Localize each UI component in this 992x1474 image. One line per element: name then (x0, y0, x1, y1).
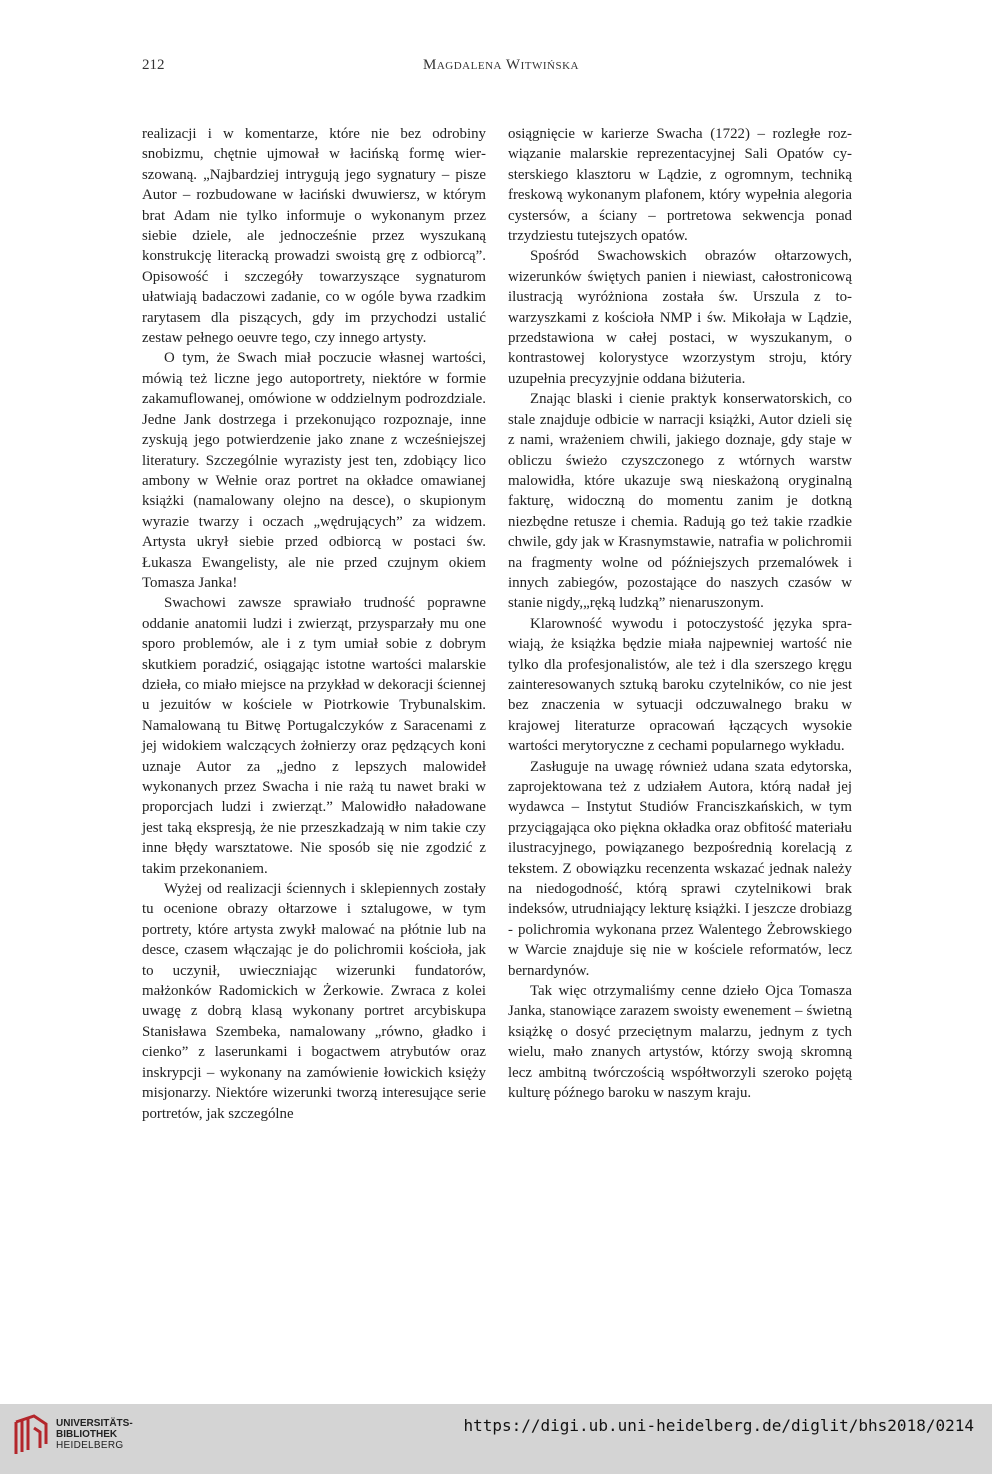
left-column (142, 124, 486, 1124)
paragraph: Zasługuje na uwagę również udana szata edytorska, zaprojektowana też z udziałem Autora, którą nadał jej wydawca – Instytut Studiów Franciszkańskich, w tym przyciągająca oko piękna okładka oraz obfitość materiału ilustracyjnego, powiązanego bezpośrednią korelacją z tekstem. Z obowiązku recenzenta wskazać jednak należy na niedogodność, którą sprawi czytelnikowi brak indeksów, utrudniający lekturę książki. I jeszcze drobiazg - polichromia wykonana przez Walentego Żebrowskiego w Warcie znajduje się nie w kościele reformatów, lecz bernardynów. (508, 758, 852, 979)
paragraph: realizacji i w komentarze, które nie bez odrobiny snobizmu, chętnie ujmował w łacińską formę wierszowaną. „Najbardziej intrygują jego sygnatury – pisze Autor – rozbudowane w łaciński dwuwiersz, w którym brat Adam nie tylko informuje o wykonanym przez siebie dziele, ale jednocześnie przez wyszukaną konstrukcję literacką prowadzi swoistą grę z odbiorcą”. Opisowość i szczegóły towarzyszące sygnaturom ułatwiają badaczowi zadanie, co w ogóle bywa rzadkim rarytasem dla piszących, gdy im przychodzi ustalić zestaw pełnego oeuvre tego, czy innego artysty. (142, 126, 486, 347)
library-name-line: BIBLIOTHEK (56, 1429, 118, 1440)
footer-bar (0, 1404, 992, 1474)
paragraph: osiągnięcie w karierze Swacha (1722) – rozległe rozwiązanie malarskie reprezentacyjnej Sali Opatów cysterskiego klasztoru w Lądzie, z ogromnym, techniką freskową wykonanym plafonem, który wypełnia alegoria cystersów, a ściany – portretowa sekwencja ponad trzydziestu tutejszych opatów. (508, 126, 852, 245)
right-column (508, 124, 852, 1104)
paragraph: Znając blaski i cienie praktyk konserwatorskich, co stale znajduje odbicie w narracji książki, Autor dzieli się z nami, wrażeniem chwili, jakiego doznaje, gdy staje w obliczu świeżo czyszczonego z wtórnych warstw malowidła, które ukazuje swą nieskażoną oryginalną fakturę, widoczną do momentu zanim je dotkną niezbędne retusze i chemia. Radują go też takie rzadkie chwile, gdy jak w Krasnymstawie, natrafia w polichromii na fragmenty wolne od późniejszych przemalówek i innych zabiegów, pozostające do naszych czasów w stanie nigdy,„ręką ludzką” nienaruszonym. (508, 391, 852, 612)
source-url[interactable]: https://digi.ub.uni-heidelberg.de/diglit/bhs2018/0214 (463, 1416, 974, 1435)
paragraph: Klarowność wywodu i potoczystość języka sprawiają, że książka będzie miała najpewniej wartość nie tylko dla profesjonalistów, ale też i dla szerszego kręgu zainteresowanych sztuką baroku czytelników, co nie jest bez znaczenia w sytuacji odczuwalnego braku w krajowej literaturze opracowań łączących wysokie wartości merytoryczne z cechami popularnego wykładu. (508, 615, 852, 755)
library-logo-icon (12, 1414, 48, 1456)
library-name-line: HEIDELBERG (56, 1440, 124, 1451)
library-name (56, 1418, 133, 1451)
paragraph: Wyżej od realizacji ściennych i sklepiennych zostały tu ocenione obrazy ołtarzowe i sztalugowe, w tym portrety, które artysta zwykł malować na płótnie lub na desce, czasem włączając je do polichromii kościoła, jak to uczynił, uwieczniając wizerunki fundatorów, małżonków Radomickich w Żerkowie. Zwraca z kolei uwagę z dobrą klasą wykonany portret arcybiskupa Stanisława Szembeka, namalowany „równo, gładko i cienko” z laserunkami i bogactwem atrybutów oraz inskrypcji – wykonany na zamówienie łowickich księży misjonarzy. Niektóre wizerunki tworzą interesujące serie portretów, jak szczególne (142, 881, 486, 1122)
paragraph: Tak więc otrzymaliśmy cenne dzieło Ojca Tomasza Janka, stanowiące zarazem swoisty ewenement – świetną książkę o dosyć przeciętnym malarzu, jednym z tych wielu, mało znanych artystów, którzy swoją skromną lecz ambitną twórczością współtworzyli szeroko pojętą kulturę późnego baroku w naszym kraju. (508, 983, 852, 1102)
paragraph: Swachowi zawsze sprawiało trudność poprawne oddanie anatomii ludzi i zwierząt, przysparzały mu one sporo problemów, ale i z tym umiał sobie z dobrym skutkiem poradzić, osiągając istotne wartości malarskie dzieła, co miało miejsce na przykład w dekoracji ściennej u jezuitów w kościele w Piotrkowie Trybunalskim. Namalowaną tu Bitwę Portugalczyków z Saracenami z jej widokiem walczących żołnierzy oraz pędzących koni uznaje Autor za „jedno z lepszych malowideł wykonanych przez Swacha i nie rażą tu nawet braki w proporcjach ludzi i zwierząt.” Malowidło naładowane jest taką ekspresją, że nie przeszkadzają w nim takie czy inne błędy warsztatowe. Nie sposób się nie zgodzić z takim przekonaniem. (142, 595, 486, 877)
paragraph: Spośród Swachowskich obrazów ołtarzowych, wizerunków świętych panien i niewiast, całostronicową ilustracją wyróżniona została św. Urszula z towarzyszkami z kościoła NMP i św. Mikołaja w Lądzie, przedstawiona w całej postaci, w wyszukanym, o kontrastowej kolorystyce wzorzystym stroju, który uzupełnia precyzyjnie oddana biżuteria. (508, 248, 852, 387)
library-name-line: UNIVERSITÄTS- (56, 1418, 133, 1429)
page-number: 212 (142, 57, 165, 73)
paragraph: O tym, że Swach miał poczucie własnej wartości, mówią też liczne jego autoportrety, niektóre w formie zakamuflowanej, omówione w oddzielnym podrozdziale. Jedne Jank dostrzega i przekonująco rozpoznaje, inne zyskują jego potwierdzenie jako znane z wcześniejszej literatury. Szczególnie wyrazisty jest ten, zdobiący lico ambony w Wełnie oraz portret na okładce omawianej książki (namalowany olejno na desce), o skupionym wyrazie twarzy i oczach „wędrujących” za widzem. Artysta ukrył siebie przed odbiorcą w postaci św. Łukasza Ewangelisty, ale nie przed czujnym okiem Tomasza Janka! (142, 350, 486, 591)
running-head: Magdalena Witwińska (423, 57, 579, 73)
